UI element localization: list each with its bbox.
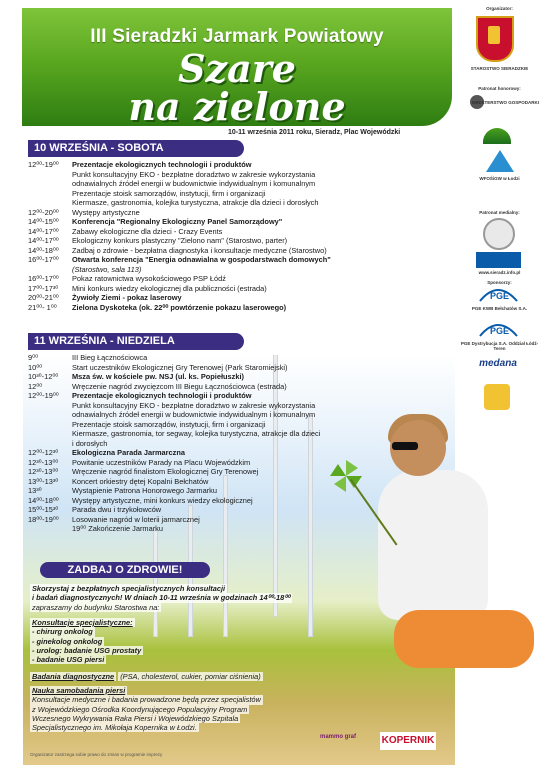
schedule-event: Wręczenie nagród finalistom Ekologicznej Gry Terenowej xyxy=(72,467,259,476)
schedule-time: 12⁰⁰-19⁰⁰ xyxy=(28,160,59,169)
mammograf-logo: mammo graf xyxy=(320,734,357,740)
schedule-event: 19⁰⁰ Zakończenie Jarmarku xyxy=(72,524,163,533)
schedule-time: 12³⁰-13⁰⁰ xyxy=(28,457,59,467)
media-label: Patronat medialny: xyxy=(479,210,520,215)
schedule-event: Losowanie nagród w loterii jarmarcznej xyxy=(72,514,200,524)
schedule-event: Zielona Dyskoteka (ok. 22⁰⁰ powtórzenie pokazu laserowego) xyxy=(72,302,287,312)
health-intro-line: i badań diagnostycznych! W dniach 10-11 września w godzinach 14⁰⁰-18⁰⁰ xyxy=(32,593,291,603)
schedule-row xyxy=(28,391,458,401)
schedule-time xyxy=(28,439,72,449)
schedule-row xyxy=(28,179,458,189)
schedule-row xyxy=(28,246,458,256)
schedule-time xyxy=(28,189,72,199)
schedule-row xyxy=(28,505,458,515)
schedule-row xyxy=(28,208,458,218)
schedule-row xyxy=(28,189,458,199)
schedule-time: 12⁰⁰-20⁰⁰ xyxy=(28,207,59,217)
schedule-event: i dorosłych xyxy=(72,438,108,448)
schedule-event: Powitanie uczestników Parady na Placu Wojewódzkim xyxy=(72,457,251,467)
schedule-event: III Bieg Łącznościowca xyxy=(72,353,148,362)
schedule-row xyxy=(28,429,458,439)
sunday-schedule xyxy=(28,353,458,534)
schedule-time: 14⁰⁰-18⁰⁰ xyxy=(28,495,59,505)
schedule-time xyxy=(28,429,72,439)
schedule-event: Kiermasze, gastronomia, kolejka turystyczna, atrakcje dla dzieci i dorosłych xyxy=(72,198,319,207)
schedule-row xyxy=(28,284,458,294)
schedule-event: Prezentacje ekologicznych technologii i produktów xyxy=(72,160,252,169)
organizer-name: STAROSTWO SIERADZKIE xyxy=(470,66,529,71)
schedule-event: Ekologiczna Parada Jarmarczna xyxy=(72,448,185,457)
schedule-event: Wręczenie nagród zwycięzcom III Biegu Łącznościowca (estrada) xyxy=(72,381,287,391)
county-crest-icon xyxy=(476,16,514,62)
schedule-time: 16⁰⁰-17⁰⁰ xyxy=(28,255,59,264)
schedule-row xyxy=(28,486,458,496)
schedule-event: Żywioły Ziemi - pokaz laserowy xyxy=(72,293,182,302)
schedule-event: Koncert orkiestry dętej Kopalni Bełchatów xyxy=(72,476,209,486)
health-intro xyxy=(30,584,292,612)
wfos-logo-icon xyxy=(486,150,514,172)
health-heading: ZADBAJ O ZDROWIE! xyxy=(40,562,210,578)
kopernik-logo: KOPERNIK xyxy=(380,732,436,750)
schedule-event: Msza św. w kościele pw. NSJ (ul. ks. Popiełuszki) xyxy=(72,372,244,381)
schedule-event: odnawialnych źródeł energii w budownictwie indywidualnym i komunalnym xyxy=(72,410,316,419)
slogan-line-2: na zielone xyxy=(128,84,346,129)
schedule-event: Konferencja "Regionalny Ekologiczny Panel Samorządowy" xyxy=(72,217,283,226)
pge-belchatow-name: PGE KWB Bełchatów S.A. xyxy=(471,306,528,311)
footer-credit: Organizator zastrzega sobie prawo do zmian w programie imprezy xyxy=(30,752,163,757)
schedule-time: 13³⁰ xyxy=(28,486,42,495)
schedule-event: Występy artystyczne, mini konkurs wiedzy ekologicznej xyxy=(72,495,253,505)
pge-logo-icon xyxy=(476,320,521,338)
nauka-line: Wczesnego Wykrywania Raka Piersi i Wojewódzkiego Szpitala xyxy=(32,713,239,723)
konsultacje-label: Konsultacje specjalistyczne: xyxy=(32,618,133,627)
schedule-time: 9⁰⁰ xyxy=(28,353,39,362)
schedule-row xyxy=(28,477,458,487)
sieradz-info-logo-icon xyxy=(476,252,521,268)
schedule-row xyxy=(28,458,458,468)
nauka-block xyxy=(30,686,263,732)
schedule-time: 14⁰⁰-15⁰⁰ xyxy=(28,217,59,226)
nauka-line: Konsultacje medyczne i badania prowadzone będą przez specjalistów xyxy=(32,695,261,705)
schedule-time: 14⁰⁰-17⁰⁰ xyxy=(28,226,59,236)
schedule-time: 18⁰⁰-19⁰⁰ xyxy=(28,514,59,524)
badania-label: Badania diagnostyczne xyxy=(32,672,115,681)
schedule-row xyxy=(28,265,458,275)
schedule-row xyxy=(28,496,458,506)
schedule-row xyxy=(28,515,458,525)
sponsor-shield-icon xyxy=(484,384,510,410)
schedule-event: Prezentacje ekologicznych technologii i produktów xyxy=(72,391,252,400)
schedule-time: 12⁰⁰-12³⁰ xyxy=(28,448,59,457)
schedule-time xyxy=(28,410,72,420)
nauka-line: Specjalistycznego im. Mikołaja Kopernika w Łodzi. xyxy=(32,723,197,733)
schedule-row xyxy=(28,524,458,534)
schedule-row xyxy=(28,274,458,284)
schedule-row xyxy=(28,198,458,208)
nauka-line: z Wojewódzkiego Ośrodka Koordynującego Populacyjny Program xyxy=(32,704,248,714)
schedule-event: Prezentacje stoisk samorządów, instytucji, firm i organizacji xyxy=(72,188,266,198)
schedule-time xyxy=(28,524,72,534)
green-hills-logo-icon xyxy=(483,128,511,144)
schedule-row xyxy=(28,372,458,382)
konsultacje-item: - ginekolog onkolog xyxy=(32,636,103,646)
schedule-time: 12⁰⁰-19⁰⁰ xyxy=(28,391,59,400)
schedule-event: Ekologiczny konkurs plastyczny "Zielono nam" (Starostwo, parter) xyxy=(72,236,288,245)
schedule-row xyxy=(28,410,458,420)
pge-dystrybucja-name: PGE Dystrybucja S.A. Oddział Łódź-Teren xyxy=(460,341,539,351)
medana-logo: medana xyxy=(479,358,517,369)
konsultacje-item: - badanie USG piersi xyxy=(32,655,105,665)
schedule-event: odnawialnych źródeł energii w budownictwie indywidualnym i komunalnym xyxy=(72,179,316,188)
schedule-event: Zabawy ekologiczne dla dzieci - Crazy Events xyxy=(72,226,223,236)
schedule-row xyxy=(28,227,458,237)
schedule-event: Pokaz ratownictwa wysokościowego PSP Łódź xyxy=(72,274,226,283)
schedule-time: 21⁰⁰- 1⁰⁰ xyxy=(28,302,57,312)
health-intro-line: zapraszamy do budynku Starostwa na: xyxy=(32,602,160,612)
schedule-row xyxy=(28,293,458,303)
pge-logo-text: PGE xyxy=(490,326,510,336)
schedule-row xyxy=(28,160,458,170)
schedule-time: 14⁰⁰-18⁰⁰ xyxy=(28,245,59,255)
nauka-label: Nauka samobadania piersi xyxy=(32,686,126,695)
schedule-row xyxy=(28,382,458,392)
schedule-event: Występy artystyczne xyxy=(72,207,140,217)
schedule-time: 16⁰⁰-17⁰⁰ xyxy=(28,274,59,283)
schedule-row xyxy=(28,303,458,313)
schedule-event: Punkt konsultacyjny EKO - bezpłatne doradztwo w zakresie wykorzystania xyxy=(72,169,316,179)
sponsors-label: Sponsorzy: xyxy=(487,280,512,285)
sponsor-sidebar xyxy=(456,0,543,768)
pge-logo-icon xyxy=(476,285,521,303)
schedule-row xyxy=(28,401,458,411)
schedule-time: 20⁰⁰-21⁰⁰ xyxy=(28,293,59,302)
schedule-row xyxy=(28,448,458,458)
schedule-time: 10⁰⁰ xyxy=(28,362,43,372)
schedule-event: Kiermasze, gastronomia, tor segway, kolejka turystyczna, atrakcje dla dzieci xyxy=(72,429,321,438)
schedule-event: Start uczestników Ekologicznej Gry Terenowej (Park Staromiejski) xyxy=(72,362,288,372)
health-intro-line: Skorzystaj z bezpłatnych specjalistycznych konsultacji xyxy=(32,584,226,593)
schedule-time: 12⁰⁰ xyxy=(28,381,43,391)
schedule-row xyxy=(28,467,458,477)
ministry-name: MINISTERSTWO GOSPODARKI xyxy=(471,100,539,105)
saturday-heading: 10 WRZEŚNIA - SOBOTA xyxy=(28,140,244,157)
schedule-event: Wystąpienie Patrona Honorowego Jarmarku xyxy=(72,486,217,495)
schedule-event: Mini konkurs wiedzy ekologicznej dla publiczności (estrada) xyxy=(72,283,267,293)
pge-logo-text: PGE xyxy=(490,291,510,301)
schedule-time xyxy=(28,420,72,430)
media-logo-icon xyxy=(483,218,515,250)
event-title: III Sieradzki Jarmark Powiatowy xyxy=(90,26,384,47)
event-dateline: 10-11 września 2011 roku, Sieradz, Plac Wojewódzki xyxy=(228,129,401,136)
konsultacje-list xyxy=(30,618,143,664)
schedule-row xyxy=(28,420,458,430)
schedule-time: 14⁰⁰-17⁰⁰ xyxy=(28,236,59,245)
schedule-row xyxy=(28,217,458,227)
schedule-time: 15⁰⁰-15³⁰ xyxy=(28,505,59,514)
sieradz-web: www.sieradz.info.pl xyxy=(478,270,521,275)
konsultacje-item: - urolog: badanie USG prostaty xyxy=(32,645,142,655)
schedule-time xyxy=(28,179,72,189)
schedule-row xyxy=(28,363,458,373)
schedule-time xyxy=(28,170,72,180)
badania-line xyxy=(30,672,263,681)
schedule-time: 10³⁰-12⁰⁰ xyxy=(28,372,59,381)
schedule-event: Otwarta konferencja "Energia odnawialna w gospodarstwach domowych" xyxy=(72,255,331,264)
schedule-time xyxy=(28,401,72,411)
schedule-event: Punkt konsultacyjny EKO - bezpłatne doradztwo w zakresie wykorzystania xyxy=(72,400,316,410)
schedule-row xyxy=(28,353,458,363)
slogan-line-1: Szare xyxy=(178,46,296,91)
schedule-event: Zadbaj o zdrowie - bezpłatna diagnostyka i konsultacje medyczne (Starostwo) xyxy=(72,245,327,255)
organizer-label: Organizator: xyxy=(486,6,513,11)
schedule-time: 12³⁰-13⁰⁰ xyxy=(28,467,59,476)
schedule-row xyxy=(28,236,458,246)
schedule-time xyxy=(28,198,72,208)
schedule-row xyxy=(28,439,458,449)
konsultacje-item: - chirurg onkolog xyxy=(32,627,93,637)
badania-text: (PSA, cholesterol, cukier, pomiar ciśnienia) xyxy=(120,672,261,681)
schedule-event: Parada dwu i trzykołowców xyxy=(72,505,162,514)
wfos-name: WFOŚiGW w Łodzi xyxy=(479,176,520,181)
schedule-time: 13⁰⁰-13³⁰ xyxy=(28,476,59,486)
schedule-time: 17⁰⁰-17³⁰ xyxy=(28,283,59,293)
schedule-event: Prezentacje stoisk samorządów, instytucji, firm i organizacji xyxy=(72,419,266,429)
schedule-row xyxy=(28,255,458,265)
schedule-event: (Starostwo, sala 113) xyxy=(72,264,142,274)
schedule-time xyxy=(28,265,72,275)
saturday-schedule xyxy=(28,160,458,312)
schedule-row xyxy=(28,170,458,180)
patronat-label: Patronat honorowy: xyxy=(478,86,521,91)
header-banner xyxy=(22,8,452,129)
sunday-heading: 11 WRZEŚNIA - NIEDZIELA xyxy=(28,333,244,350)
